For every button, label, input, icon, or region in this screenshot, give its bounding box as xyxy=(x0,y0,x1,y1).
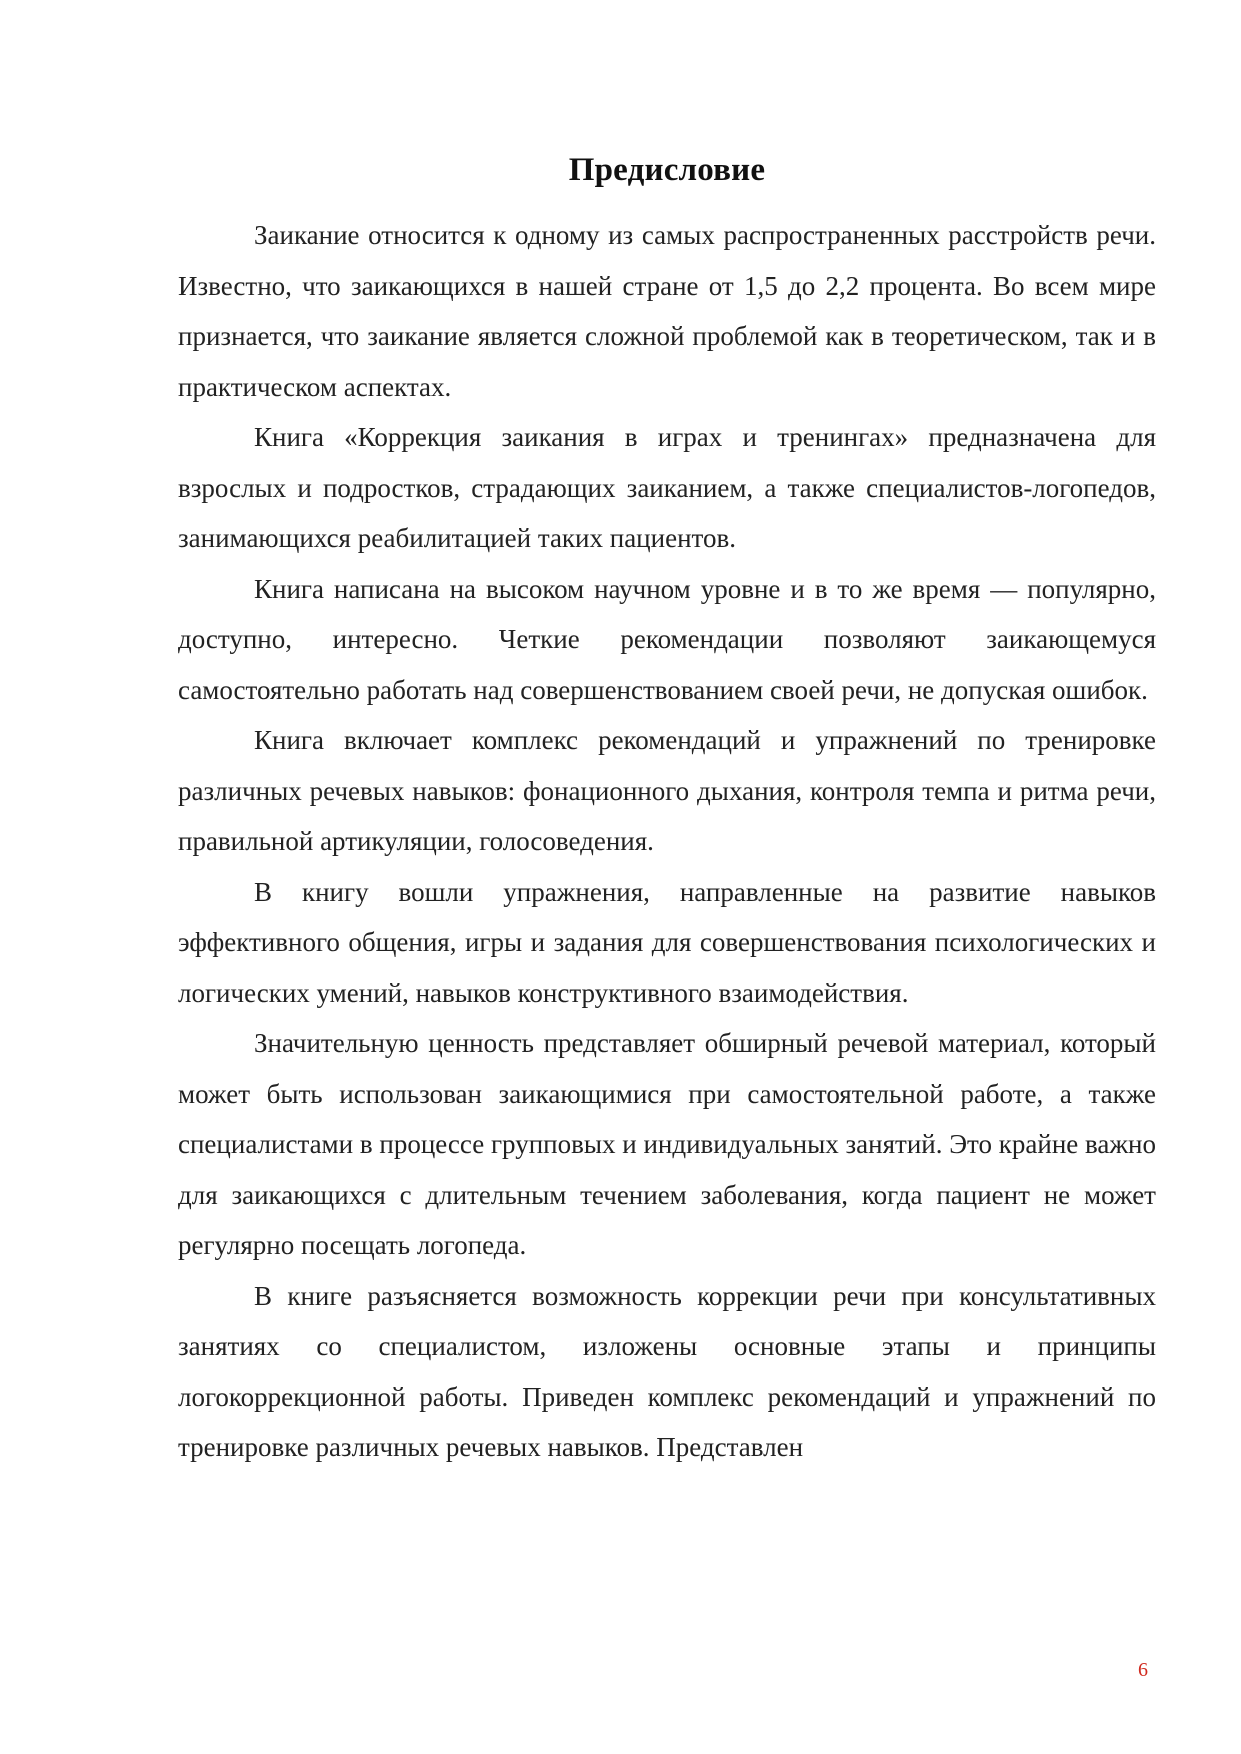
page-content xyxy=(178,140,1156,1473)
page-number: 6 xyxy=(1138,1659,1148,1681)
paragraph-1: Заикание относится к одному из самых распространенных расстройств речи. Известно, что заикающихся в нашей стране от 1,5 до 2,2 процента. Во всем мире признается, что заикание является сложной проблемой как в теоретическом, так и в практическом аспектах. xyxy=(178,220,1156,402)
paragraph-2: Книга «Коррекция заикания в играх и тренингах» предназначена для взрослых и подростков, страдающих заиканием, а также специалистов-логопедов, занимающихся реабилитацией таких пациентов. xyxy=(178,422,1156,553)
paragraph-6: Значительную ценность представляет обширный речевой материал, который может быть использован заикающимися при самостоятельной работе, а также специалистами в процессе групповых и индивидуальных занятий. Это крайне важно для заикающихся с длительным течением заболевания, когда пациент не может регулярно посещать логопеда. xyxy=(178,1028,1156,1260)
paragraph-5: В книгу вошли упражнения, направленные на развитие навыков эффективного общения, игры и задания для совершенствования психологических и логических умений, навыков конструктивного взаимодействия. xyxy=(178,876,1156,1008)
paragraph-4: Книга включает комплекс рекомендаций и упражнений по тренировке различных речевых навыков: фонационного дыхания, контроля темпа и ритма речи, правильной артикуляции, голосоведения. xyxy=(178,725,1156,856)
paragraph-3: Книга написана на высоком научном уровне и в то же время — популярно, доступно, интересно. Четкие рекомендации позволяют заикающемуся самостоятельно работать над совершенствованием своей речи, не допуская ошибок. xyxy=(178,573,1156,705)
paragraph-7: В книге разъясняется возможность коррекции речи при консультативных занятиях со специалистом, изложены основные этапы и принципы логокоррекционной работы. Приведен комплекс рекомендаций и упражнений по тренировке различных речевых навыков. Представлен xyxy=(178,1280,1156,1462)
page-title: Предисловие xyxy=(568,152,766,188)
